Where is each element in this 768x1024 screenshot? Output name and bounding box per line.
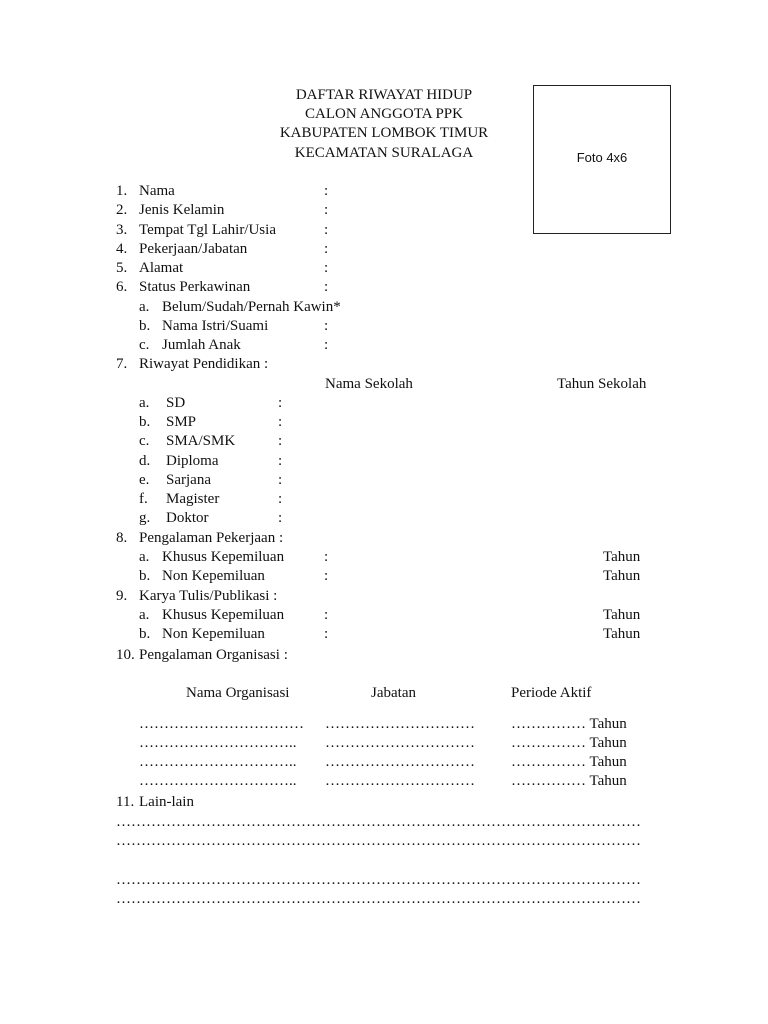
column-header-periode-aktif: Periode Aktif [511, 685, 592, 701]
sub-label-istri-suami: Nama Istri/Suami [162, 318, 269, 334]
section-heading-lain-lain: Lain-lain [139, 794, 194, 810]
title-line-1: DAFTAR RIWAYAT HIDUP [295, 87, 473, 103]
field-label-tempat-tgl-lahir: Tempat Tgl Lahir/Usia [139, 222, 276, 238]
field-colon: : [278, 433, 283, 449]
education-level-sd: SD [166, 395, 186, 411]
sub-letter: a. [139, 299, 150, 315]
title-line-4: KECAMATAN SURALAGA [294, 145, 474, 161]
title-line-2: CALON ANGGOTA PPK [305, 106, 463, 122]
section-heading-pekerjaan: Pengalaman Pekerjaan : [139, 530, 284, 546]
field-colon: : [324, 318, 329, 334]
sub-letter: a. [139, 395, 150, 411]
org-position-blank: ………………………… [325, 754, 475, 770]
writing-khusus-kepemiluan: Khusus Kepemiluan [162, 607, 285, 623]
field-colon: : [324, 626, 329, 642]
field-colon: : [324, 568, 329, 584]
education-level-smp: SMP [166, 414, 197, 430]
field-number: 5. [116, 260, 128, 276]
dotted-line: …………………………………………………………………………………………… [116, 872, 641, 888]
field-label-jenis-kelamin: Jenis Kelamin [139, 202, 225, 218]
sub-label-jumlah-anak: Jumlah Anak [162, 337, 241, 353]
photo-box [533, 85, 671, 234]
field-colon: : [324, 607, 329, 623]
sub-letter: g. [139, 510, 151, 526]
column-header-nama-sekolah: Nama Sekolah [325, 376, 413, 392]
dotted-line: …………………………………………………………………………………………… [116, 891, 641, 907]
org-period-blank: …………… Tahun [511, 754, 627, 770]
org-period-blank: …………… Tahun [511, 735, 627, 751]
year-label: Tahun [603, 607, 641, 623]
org-name-blank: ………………………….. [139, 773, 297, 789]
column-header-tahun-sekolah: Tahun Sekolah [557, 376, 647, 392]
org-period-blank: …………… Tahun [511, 716, 627, 732]
education-level-magister: Magister [166, 491, 220, 507]
photo-label: Foto 4x6 [576, 150, 628, 165]
field-label-nama: Nama [139, 183, 175, 199]
field-number: 1. [116, 183, 128, 199]
field-colon: : [278, 395, 283, 411]
education-level-sarjana: Sarjana [166, 472, 211, 488]
education-level-doktor: Doktor [166, 510, 209, 526]
sub-letter: f. [139, 491, 148, 507]
sub-letter: b. [139, 626, 151, 642]
work-non-kepemiluan: Non Kepemiluan [162, 568, 265, 584]
org-position-blank: ………………………… [325, 773, 475, 789]
dotted-line: …………………………………………………………………………………………… [116, 814, 641, 830]
sub-letter: c. [139, 433, 150, 449]
column-header-nama-organisasi: Nama Organisasi [186, 685, 290, 701]
field-colon: : [278, 414, 283, 430]
field-number: 6. [116, 279, 128, 295]
org-name-blank: ………………………….. [139, 754, 297, 770]
title-line-3: KABUPATEN LOMBOK TIMUR [279, 125, 489, 141]
field-colon: : [278, 472, 283, 488]
field-colon: : [278, 453, 283, 469]
org-name-blank: …………………………… [139, 716, 304, 732]
sub-label-kawin-status: Belum/Sudah/Pernah Kawin* [162, 299, 341, 315]
column-header-jabatan: Jabatan [371, 685, 416, 701]
sub-letter: e. [139, 472, 150, 488]
org-period-blank: …………… Tahun [511, 773, 627, 789]
sub-letter: b. [139, 568, 151, 584]
org-position-blank: ………………………… [325, 735, 475, 751]
field-colon: : [324, 202, 329, 218]
sub-letter: d. [139, 453, 151, 469]
field-label-alamat: Alamat [139, 260, 184, 276]
section-number: 7. [116, 356, 128, 372]
field-number: 3. [116, 222, 128, 238]
sub-letter: a. [139, 607, 150, 623]
field-label-pekerjaan: Pekerjaan/Jabatan [139, 241, 248, 257]
field-number: 2. [116, 202, 128, 218]
field-colon: : [278, 491, 283, 507]
section-heading-karya-tulis: Karya Tulis/Publikasi : [139, 588, 278, 604]
writing-non-kepemiluan: Non Kepemiluan [162, 626, 265, 642]
field-colon: : [324, 222, 329, 238]
section-number: 9. [116, 588, 128, 604]
year-label: Tahun [603, 626, 641, 642]
field-colon: : [324, 279, 329, 295]
field-label-status-perkawinan: Status Perkawinan [139, 279, 251, 295]
field-colon: : [324, 260, 329, 276]
field-colon: : [324, 337, 329, 353]
education-level-sma: SMA/SMK [166, 433, 236, 449]
year-label: Tahun [603, 549, 641, 565]
field-number: 4. [116, 241, 128, 257]
sub-letter: b. [139, 318, 151, 334]
sub-letter: c. [139, 337, 150, 353]
section-number: 8. [116, 530, 128, 546]
sub-letter: a. [139, 549, 150, 565]
year-label: Tahun [603, 568, 641, 584]
section-heading-pendidikan: Riwayat Pendidikan : [139, 356, 269, 372]
sub-letter: b. [139, 414, 151, 430]
section-number: 11. [116, 794, 135, 810]
section-number: 10. [116, 647, 135, 663]
dotted-line: …………………………………………………………………………………………… [116, 833, 641, 849]
work-khusus-kepemiluan: Khusus Kepemiluan [162, 549, 285, 565]
field-colon: : [324, 241, 329, 257]
field-colon: : [324, 183, 329, 199]
field-colon: : [324, 549, 329, 565]
section-heading-organisasi: Pengalaman Organisasi : [139, 647, 288, 663]
field-colon: : [278, 510, 283, 526]
org-name-blank: ………………………….. [139, 735, 297, 751]
education-level-diploma: Diploma [166, 453, 219, 469]
org-position-blank: ………………………… [325, 716, 475, 732]
